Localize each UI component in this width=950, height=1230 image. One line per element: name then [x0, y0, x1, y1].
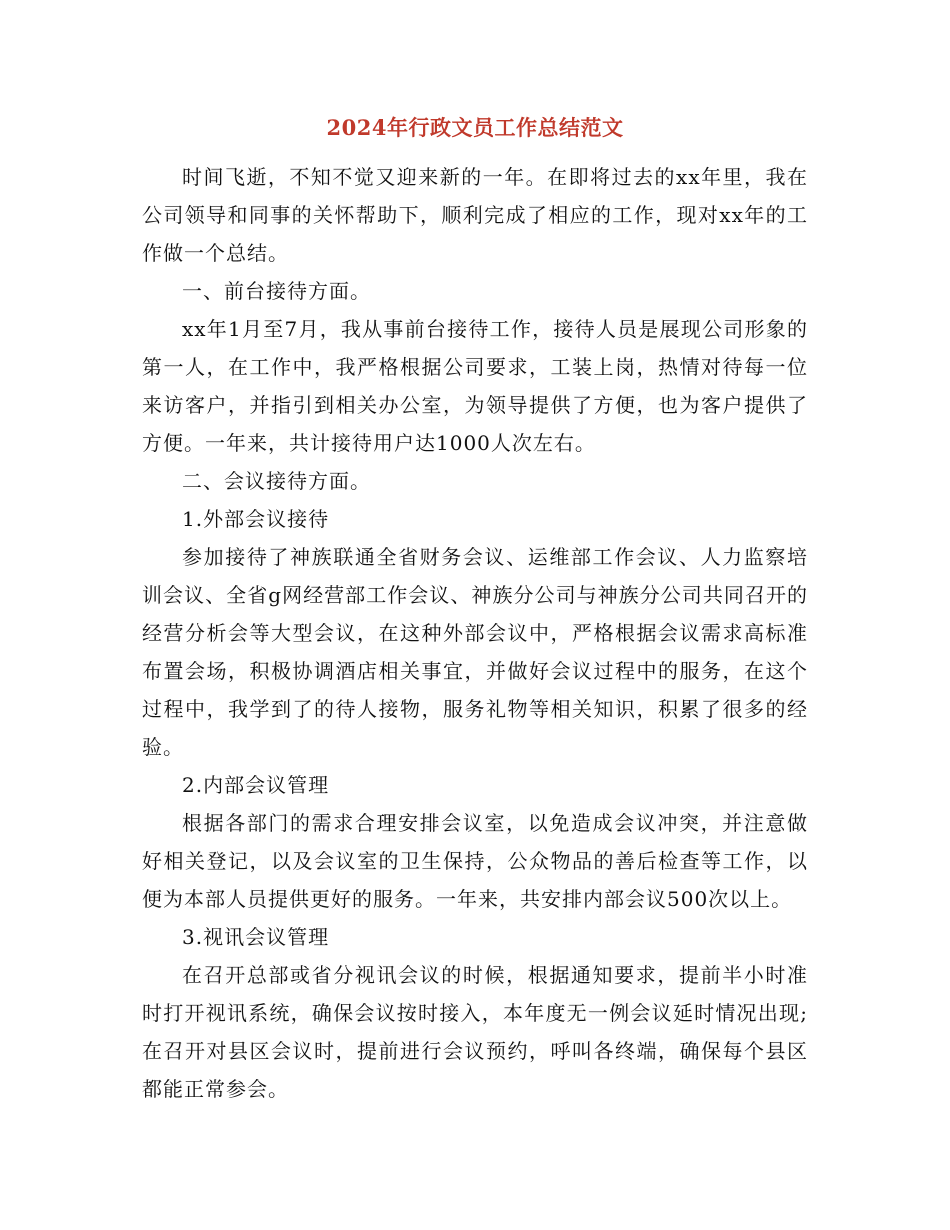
section-heading: 一、前台接待方面。 — [182, 279, 371, 303]
paragraph: 根据各部门的需求合理安排会议室，以免造成会议冲突，并注意做好相关登记，以及会议室的卫生保持，公众物品的善后检查等工作，以便为本部人员提供更好的服务。一年来，共安排内部会议500次以上。 — [142, 811, 808, 911]
paragraph: 在召开总部或省分视讯会议的时候，根据通知要求，提前半小时准时打开视讯系统，确保会议按时接入，本年度无一例会议延时情况出现;在召开对县区会议时，提前进行会议预约，呼叫各终端，确保每个县区都能正常参会。 — [142, 963, 808, 1101]
subsection-heading: 2.内部会议管理 — [182, 773, 330, 797]
paragraph: 时间飞逝，不知不觉又迎来新的一年。在即将过去的xx年里，我在公司领导和同事的关怀帮助下，顺利完成了相应的工作，现对xx年的工作做一个总结。 — [142, 165, 808, 265]
paragraph: 参加接待了神族联通全省财务会议、运维部工作会议、人力监察培训会议、全省g网经营部工作会议、神族分公司与神族分公司共同召开的经营分析会等大型会议，在这种外部会议中，严格根据会议需求高标准布置会场，积极协调酒店相关事宜，并做好会议过程中的服务，在这个过程中，我学到了的待人接物，服务礼物等相关知识，积累了很多的经验。 — [142, 545, 808, 759]
subsection-heading: 3.视讯会议管理 — [182, 925, 330, 949]
paragraph: xx年1月至7月，我从事前台接待工作，接待人员是展现公司形象的第一人，在工作中，我严格根据公司要求，工装上岗，热情对待每一位来访客户，并指引到相关办公室，为领导提供了方便，也为客户提供了方便。一年来，共计接待用户达1000人次左右。 — [142, 317, 808, 455]
section-heading: 二、会议接待方面。 — [182, 469, 371, 493]
document-body — [142, 158, 808, 1108]
document-title: 2024年行政文员工作总结范文 — [326, 115, 624, 140]
subsection-heading: 1.外部会议接待 — [182, 507, 330, 531]
